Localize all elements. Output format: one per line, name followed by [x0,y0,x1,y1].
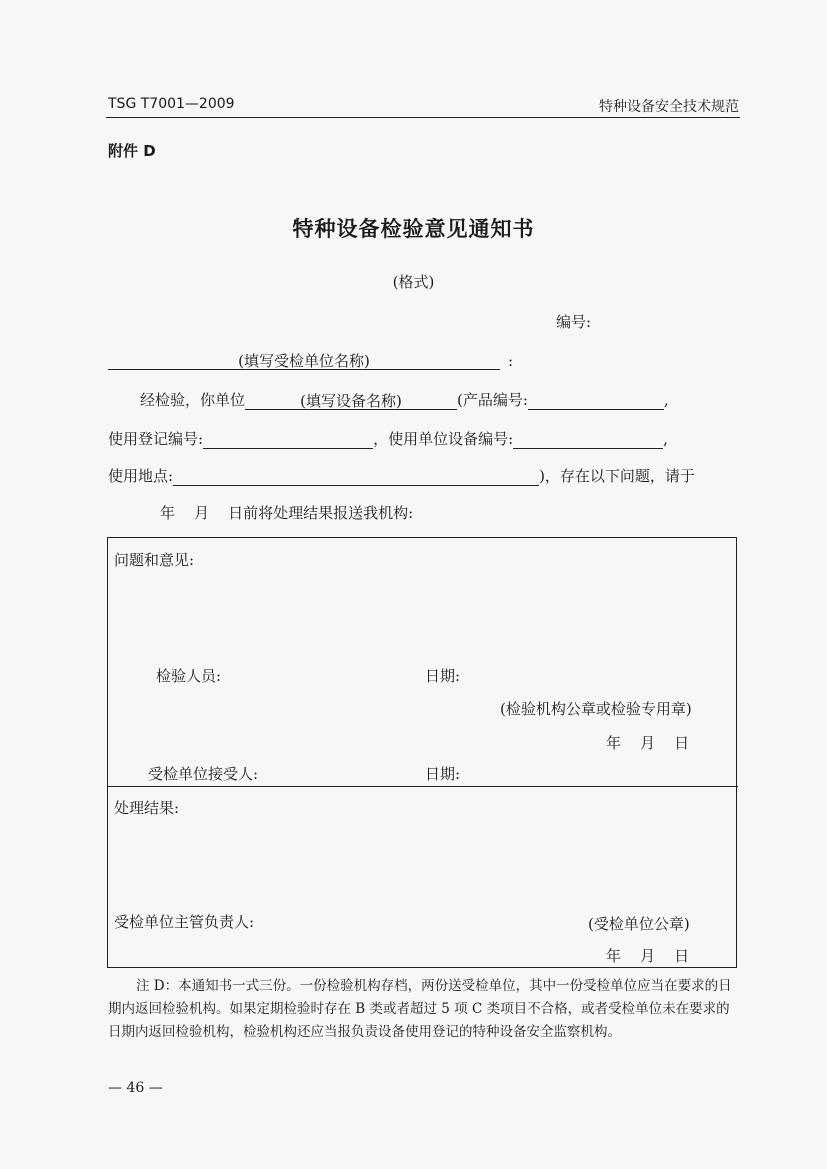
unit-name-line [108,350,513,370]
reg-no-field[interactable] [203,429,373,449]
line2-end: , [663,430,668,448]
unit-name-suffix: : [508,352,514,370]
unit-name-hint: (填写受检单位名称) [238,352,370,370]
footnote: 注 D：本通知书一式三份。一份检验机构存档，两份送受检单位，其中一份受检单位应当在要求的日期内返回检验机构。如果定期检验时存在 B 类或者超过 5 项 C 类项目不合格，或者受检单位未在要求的日期内返回检验机构，检验机构还应当报负责设备使用登记的特种设备安全监察机构。 [108,978,732,1040]
page-title: 特种设备检验意见通知书 [292,217,535,241]
format-label: (格式) [392,273,435,291]
line3-suffix: )，存在以下问题，请于 [539,467,695,485]
number-label: 编号: [556,313,592,331]
result-label: 处理结果: [114,799,180,817]
product-no-field[interactable] [528,390,664,410]
box-divider [107,786,738,787]
inspector-label: 检验人员: [156,667,222,685]
form-line-1 [140,389,669,410]
form-line-3 [108,465,695,486]
standard-code: TSG T7001—2009 [108,96,235,112]
line1-end: , [663,391,669,409]
date-label-2: 日期: [425,765,461,783]
device-name-field[interactable] [245,390,457,410]
issues-label: 问题和意见: [114,551,195,569]
date-label-1: 日期: [425,667,461,685]
manager-label: 受检单位主管负责人: [114,913,255,931]
location-field[interactable] [173,466,539,486]
page-number: — 46 — [108,1080,163,1096]
location-label: 使用地点: [108,467,174,485]
receiver-label: 受检单位接受人: [148,765,259,783]
series-title: 特种设备安全技术规范 [599,99,739,115]
unit-seal-label: (受检单位公章) [588,915,690,933]
header-rule [106,117,740,118]
deadline-line: 年 月 日前将处理结果报送我机构: [160,504,414,522]
ymd-2: 年 月 日 [606,947,690,965]
line1-prefix: 经检验，你单位 [140,391,246,409]
unit-device-no-label: ，使用单位设备编号: [373,430,514,448]
unit-name-field[interactable] [108,350,500,370]
appendix-label: 附件 D [108,142,156,160]
product-no-label: (产品编号: [457,391,528,409]
form-line-2 [108,428,668,449]
seal-label: (检验机构公章或检验专用章) [500,700,692,718]
reg-no-label: 使用登记编号: [108,430,204,448]
ymd-1: 年 月 日 [606,734,690,752]
unit-device-no-field[interactable] [513,429,663,449]
device-name-hint: (填写设备名称) [300,392,402,410]
